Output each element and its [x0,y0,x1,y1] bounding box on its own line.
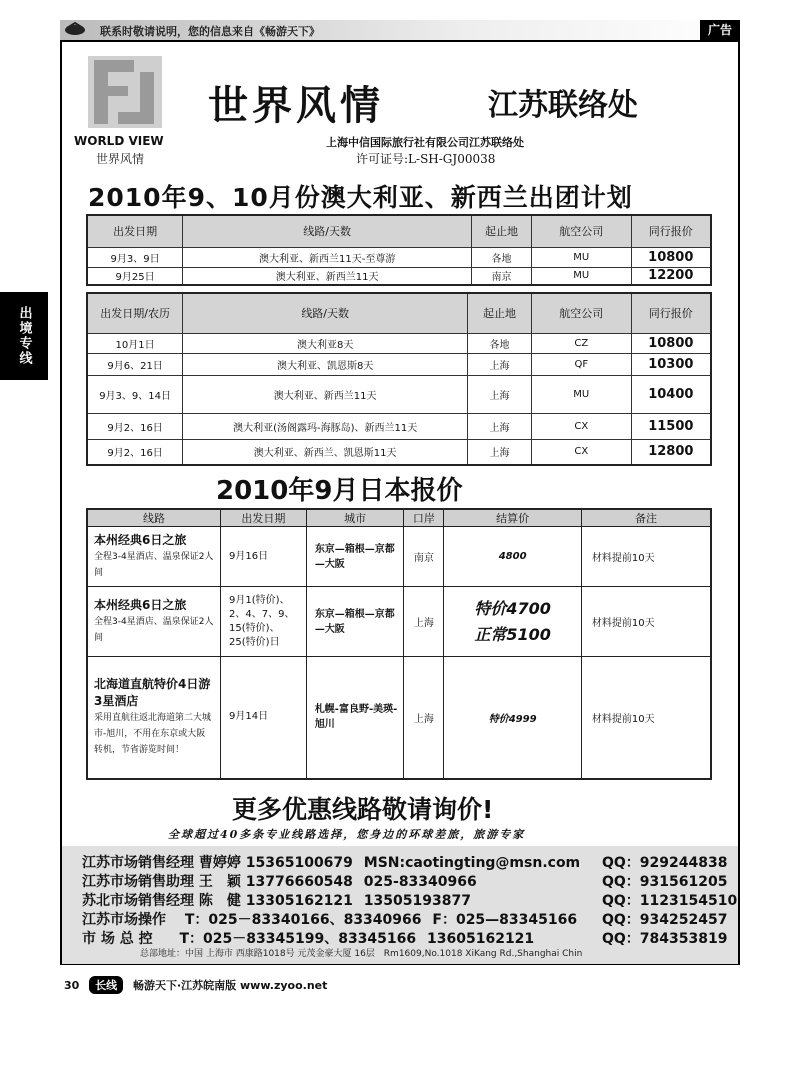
city-cell: 札幌-富良野-美瑛-旭川 [306,657,404,779]
col-header: 同行报价 [631,215,711,247]
price-cell: 4800 [444,527,582,587]
route-cell: 澳大利亚、新西兰11天 [183,267,472,285]
page-footer [64,976,327,994]
contact-role: 苏北市场销售经理 [82,893,194,909]
note-cell: 材料提前10天 [581,587,711,657]
from-cell: 南京 [472,267,532,285]
air-cell: MU [531,247,631,267]
air-cell: CX [531,413,631,439]
col-header: 起止地 [472,215,532,247]
contact-extra: 025-83340966 [363,874,477,890]
route-cell: 澳大利亚、新西兰、凯恩斯11天 [183,439,468,465]
route-title: 本州经典6日之旅 [94,533,187,547]
table-row [87,657,711,779]
license-number: 许可证号:L-SH-GJ00038 [356,152,496,166]
section2-title: 2010年9月日本报价 [216,476,463,506]
air-cell: CX [531,439,631,465]
date-cell: 9月6、21日 [87,353,183,375]
contact-name: 曹婷婷 [198,855,241,871]
table-row [87,267,711,285]
contact-extra: 13605162121 [427,931,535,947]
route-desc: 全程3-4星酒店、温泉保证2人间 [94,617,214,643]
table-row [87,333,711,353]
table-row [87,413,711,439]
note-cell: 材料提前10天 [581,527,711,587]
special-price: 特价4700 [474,598,551,618]
col-header: 线路/天数 [183,293,468,333]
from-cell: 上海 [468,439,532,465]
col-header: 起止地 [468,293,532,333]
contact-qq: QQ：784353819 [602,931,728,947]
route-cell [87,527,221,587]
port-cell: 上海 [404,657,444,779]
air-cell: QF [531,353,631,375]
date-cell: 9月16日 [221,527,307,587]
date-cell: 9月25日 [87,267,183,285]
city-cell: 东京—箱根—京都—大阪 [306,527,404,587]
from-cell: 上海 [468,375,532,413]
route-desc: 全程3-4星酒店、温泉保证2人间 [94,552,214,578]
col-header: 线路/天数 [183,215,472,247]
col-header: 备注 [581,509,711,527]
col-header: 出发日期 [221,509,307,527]
col-header: 结算价 [444,509,582,527]
route-desc: 采用直航往返北海道第二大城市-旭川，不用在东京或大阪转机，节省游览时间！ [94,713,212,756]
contact-name: T：025－83345199、83345166 [179,931,417,947]
contact-row [82,871,477,891]
contact-name: T：025－83340166、83340966 [184,912,422,928]
price-cell: 10800 [631,247,711,267]
price-cell: 11500 [631,413,711,439]
contact-role: 市 场 总 控 [82,931,153,947]
world-view-logo-icon [88,56,162,128]
route-cell: 澳大利亚8天 [183,333,468,353]
price-cell: 12200 [631,267,711,285]
contact-name: 王 颖 [198,874,241,890]
contact-role: 江苏市场操作 [82,912,166,928]
air-cell: MU [531,375,631,413]
contact-qq: QQ：931561205 [602,874,728,890]
date-cell: 10月1日 [87,333,183,353]
table-row [87,247,711,267]
from-cell: 各地 [468,333,532,353]
contact-row [82,890,471,910]
price-cell [444,587,582,657]
from-cell: 上海 [468,353,532,375]
route-cell: 澳大利亚、新西兰11天 [183,375,468,413]
from-cell: 各地 [472,247,532,267]
col-header: 城市 [306,509,404,527]
price-cell: 特价4999 [444,657,582,779]
slogan: 全球超过40多条专业线路选择，您身边的环球差旅，旅游专家 [168,828,526,841]
table-row [87,375,711,413]
col-header: 出发日期 [87,215,183,247]
date-cell: 9月2、16日 [87,439,183,465]
contact-phone: 15365100679 [245,855,353,871]
table-row [87,527,711,587]
col-header: 线路 [87,509,221,527]
company-name: 上海中信国际旅行社有限公司江苏联络处 [326,136,524,149]
contact-phone: 13305162121 [245,893,353,909]
normal-price: 正常5100 [474,624,551,644]
col-header: 同行报价 [631,293,711,333]
contact-extra: F：025—83345166 [432,912,578,928]
hq-address: 总部地址：中国 上海市 西康路1018号 元茂金豪大厦 16层 Rm1609,No.1018 XiKang Rd.,Shanghai Chin [140,949,583,959]
ad-label: 广告 [700,20,740,40]
japan-table [86,508,712,780]
route-title: 本州经典6日之旅 [94,598,187,612]
route-cell: 澳大利亚、新西兰11天-至尊游 [183,247,472,267]
col-header: 出发日期/农历 [87,293,183,333]
price-cell: 12800 [631,439,711,465]
page-number: 30 [64,979,80,992]
contact-qq: QQ：1123154510 [602,893,738,909]
source-notice: 联系时敬请说明，您的信息来自《畅游天下》 [100,25,320,38]
contact-row [82,852,580,872]
contact-extra: 13505193877 [363,893,471,909]
city-cell: 东京—箱根—京都—大阪 [306,587,404,657]
col-header: 口岸 [404,509,444,527]
note-cell: 材料提前10天 [581,657,711,779]
price-cell: 10400 [631,375,711,413]
office-title: 江苏联络处 [488,88,638,123]
col-header: 航空公司 [531,215,631,247]
contact-row [82,909,577,929]
route-cell: 澳大利亚、凯恩斯8天 [183,353,468,375]
date-cell: 9月2、16日 [87,413,183,439]
date-cell: 9月3、9日 [87,247,183,267]
route-title: 北海道直航特价4日游3星酒店 [94,677,211,709]
price-cell: 10300 [631,353,711,375]
logo-chinese: 世界风情 [96,152,145,166]
logo-english: WORLD VIEW [74,134,164,148]
air-cell: MU [531,267,631,285]
section-tag: 长线 [89,976,123,994]
top-banner [60,20,740,40]
more-offers-headline: 更多优惠线路敬请询价! [232,795,494,824]
port-cell: 南京 [404,527,444,587]
footer-text: 畅游天下·江苏皖南版 www.zyoo.net [133,979,328,992]
australia-table-b [86,292,712,466]
date-cell: 9月3、9、14日 [87,375,183,413]
from-cell: 上海 [468,413,532,439]
port-cell: 上海 [404,587,444,657]
contact-qq: QQ：934252457 [602,912,728,928]
table-row [87,587,711,657]
contact-row [82,928,534,948]
brand-title: 世界风情 [208,82,384,129]
contact-name: 陈 健 [198,893,241,909]
col-header: 航空公司 [531,293,631,333]
table-row [87,439,711,465]
date-cell: 9月1(特价)、2、4、7、9、15(特价)、25(特价)日 [221,587,307,657]
contact-extra: MSN:caotingting@msn.com [363,855,581,871]
section1-title: 2010年9、10月份澳大利亚、新西兰出团计划 [88,183,633,212]
section-side-tab: 出境专线 [0,292,48,380]
table-row [87,353,711,375]
date-cell: 9月14日 [221,657,307,779]
contact-phone: 13776660548 [245,874,353,890]
route-cell: 澳大利亚(汤阁露玛-海豚岛)、新西兰11天 [183,413,468,439]
route-cell [87,657,221,779]
australia-table-a [86,214,712,286]
contact-role: 江苏市场销售助理 [82,874,194,890]
price-cell: 10800 [631,333,711,353]
route-cell [87,587,221,657]
contact-role: 江苏市场销售经理 [82,855,194,871]
air-cell: CZ [531,333,631,353]
magazine-logo-icon [64,22,86,36]
contact-qq: QQ：929244838 [602,855,728,871]
